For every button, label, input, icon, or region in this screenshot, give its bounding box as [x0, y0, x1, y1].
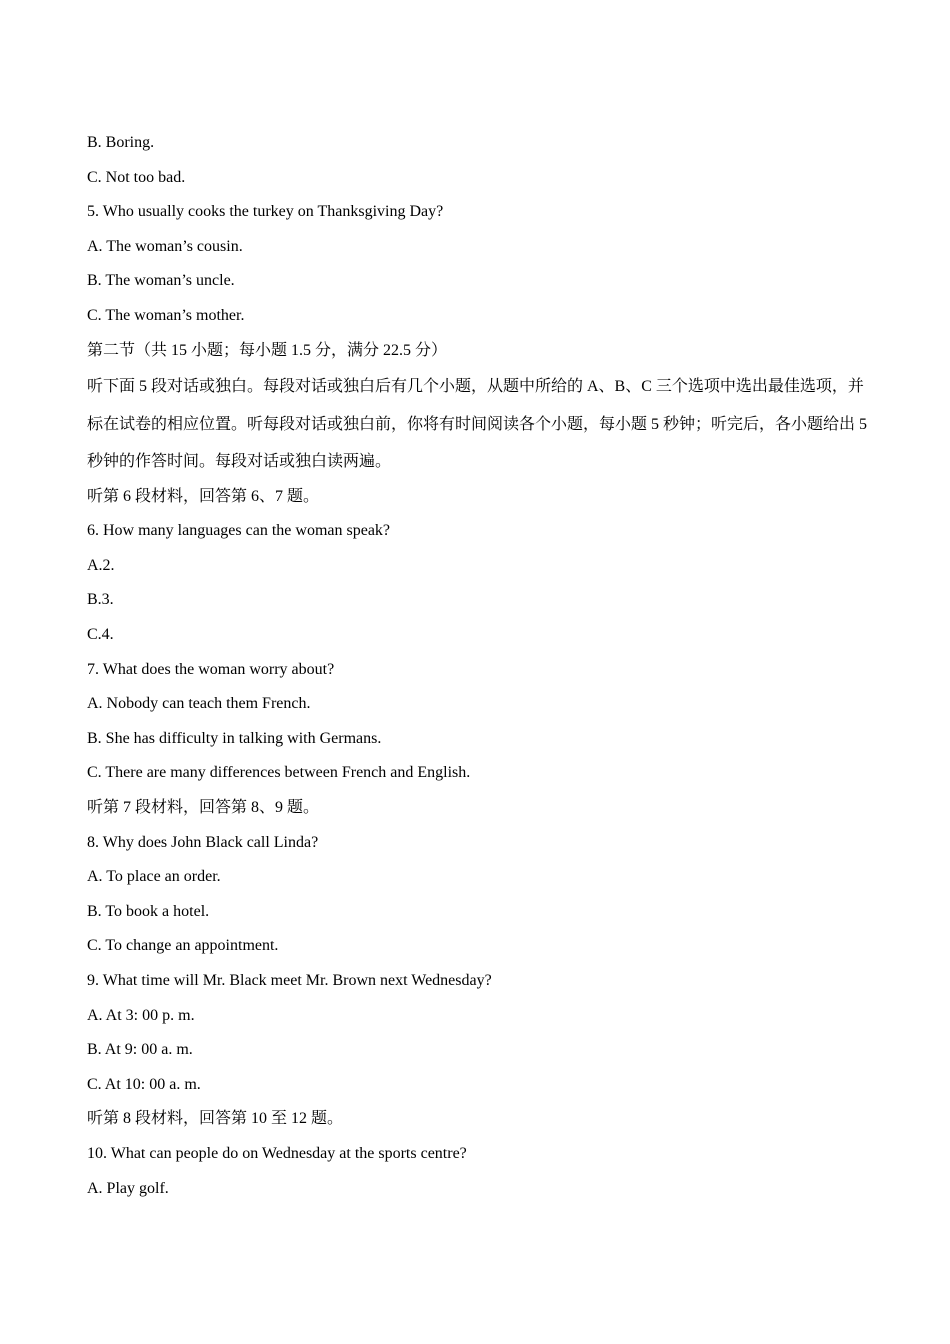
option-b-q4: B. Boring. — [87, 134, 155, 151]
section-instructions: 听下面 5 段对话或独白。每段对话或独白后有几个小题，从题中所给的 A、B、C 三个选项中选出最佳选项，并标在试卷的相应位置。听每段对话或独白前，你将有时间阅读各个小题，每小题 5 秒钟；听完后，各小题给出 5 秒钟的作答时间。每段对话或独白读两遍。 — [87, 378, 868, 471]
option-a-q5: A. The woman’s cousin. — [87, 237, 243, 255]
question-9: 9. What time will Mr. Black meet Mr. Brown next Wednesday? — [87, 971, 492, 989]
option-c-q7: C. There are many differences between French and English. — [87, 764, 471, 782]
material-7-header: 听第 7 段材料，回答第 8、9 题。 — [87, 799, 320, 816]
option-c-q6: C.4. — [87, 626, 114, 644]
question-7: 7. What does the woman worry about? — [87, 660, 335, 678]
option-c-q9: C. At 10: 00 a. m. — [87, 1075, 201, 1093]
option-c-q5: C. The woman’s mother. — [87, 306, 245, 324]
option-a-q6: A.2. — [87, 556, 115, 574]
question-6: 6. How many languages can the woman speak? — [87, 522, 391, 540]
option-c-q4: C. Not too bad. — [87, 168, 186, 186]
option-b-q9: B. At 9: 00 a. m. — [87, 1041, 193, 1059]
section-heading: 第二节（共 15 小题；每小题 1.5 分，满分 22.5 分） — [87, 341, 448, 359]
option-a-q9: A. At 3: 00 p. m. — [87, 1006, 195, 1024]
material-6-header: 听第 6 段材料，回答第 6、7 题。 — [87, 487, 320, 505]
question-10: 10. What can people do on Wednesday at the sports centre? — [87, 1144, 467, 1162]
option-b-q5: B. The woman’s uncle. — [87, 272, 235, 290]
question-8: 8. Why does John Black call Linda? — [87, 833, 319, 851]
option-b-q6: B.3. — [87, 591, 114, 609]
option-c-q8: C. To change an appointment. — [87, 937, 279, 955]
option-a-q10: A. Play golf. — [87, 1179, 169, 1197]
material-8-header: 听第 8 段材料，回答第 10 至 12 题。 — [87, 1110, 344, 1128]
option-b-q8: B. To book a hotel. — [87, 902, 210, 920]
option-a-q7: A. Nobody can teach them French. — [87, 695, 311, 713]
question-5: 5. Who usually cooks the turkey on Thanksgiving Day? — [87, 203, 444, 221]
option-a-q8: A. To place an order. — [87, 868, 221, 886]
page-content — [87, 126, 867, 1206]
option-b-q7: B. She has difficulty in talking with Germans. — [87, 729, 382, 747]
